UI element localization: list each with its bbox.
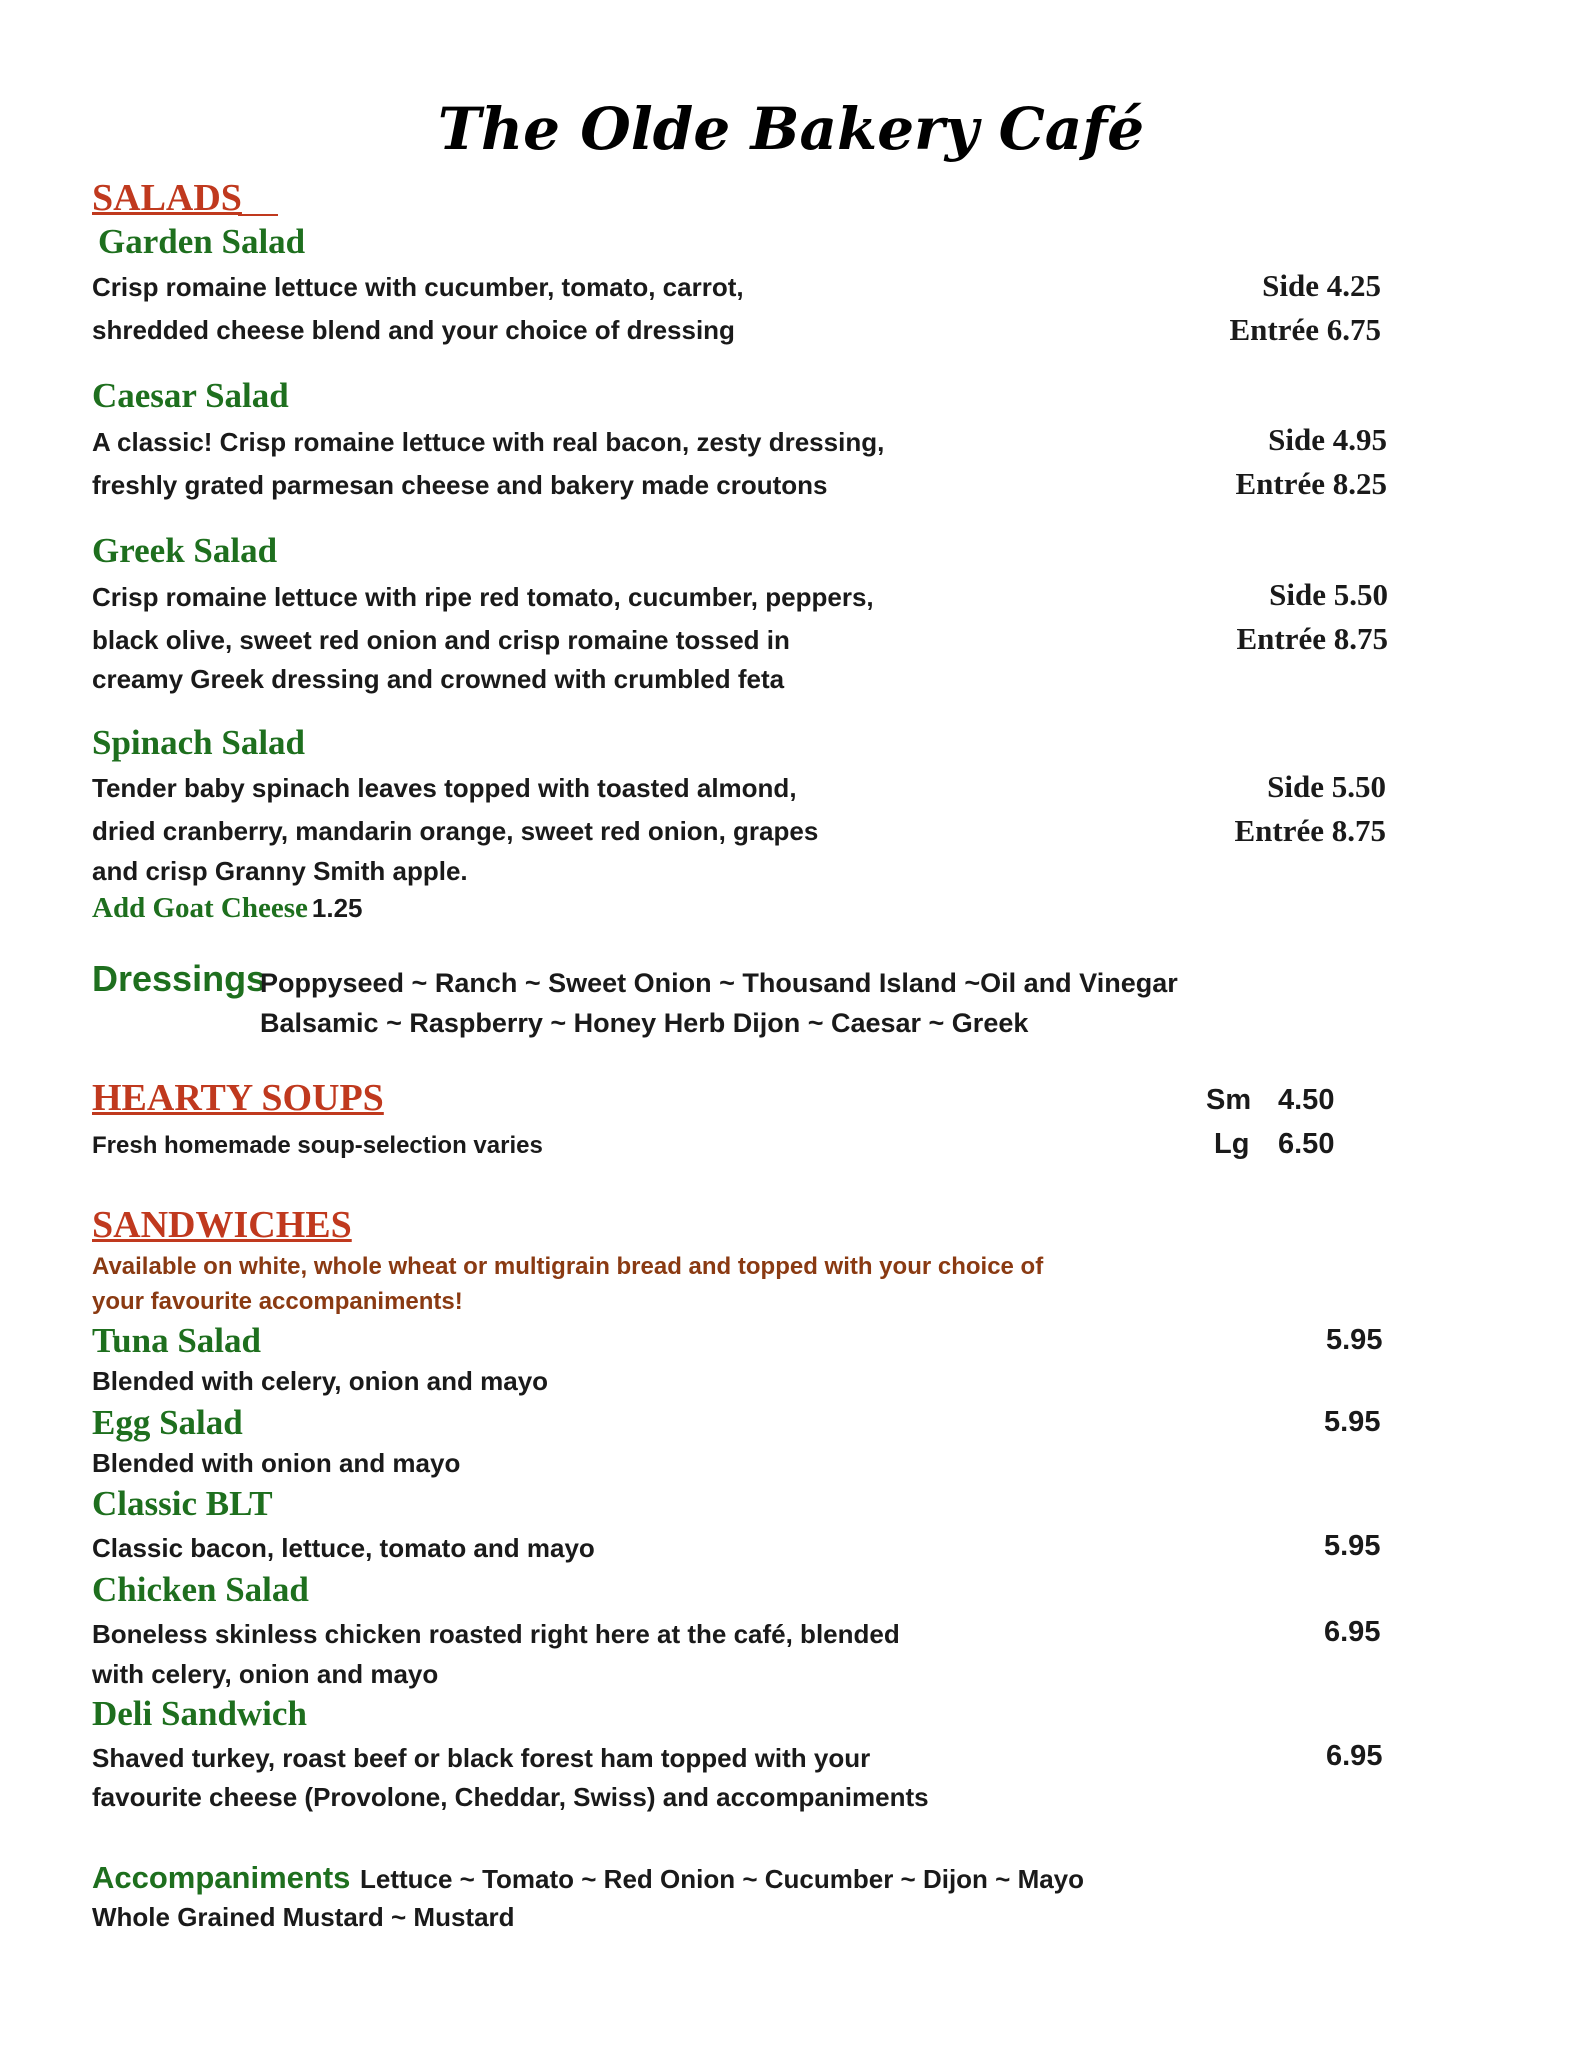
chicken-salad-desc-line: with celery, onion and mayo [92, 1659, 439, 1689]
deli-sandwich-desc-line: Shaved turkey, roast beef or black forest ham topped with your [92, 1743, 871, 1773]
sandwiches-heading: SANDWICHES [92, 1204, 352, 1246]
dressings-label: Dressings [92, 958, 267, 999]
tuna-salad-price: 5.95 [1326, 1324, 1383, 1356]
greek-salad-desc-line: creamy Greek dressing and crowned with crumbled feta [92, 664, 785, 694]
soup-sm-price: 4.50 [1278, 1084, 1335, 1116]
spinach-salad-desc-line: dried cranberry, mandarin orange, sweet red onion, grapes [92, 816, 819, 846]
deli-sandwich-name: Deli Sandwich [92, 1694, 307, 1733]
tuna-salad-desc-line: Blended with celery, onion and mayo [92, 1366, 549, 1396]
caesar-salad-name: Caesar Salad [92, 376, 289, 415]
soup-lg-label: Lg [1214, 1128, 1250, 1160]
spinach-salad-desc-line: Tender baby spinach leaves topped with toasted almond, [92, 773, 797, 803]
caesar-salad-side-price: Side 4.95 [1268, 422, 1387, 457]
page-title: The Olde Bakery Café [437, 95, 1145, 163]
egg-salad-desc-line: Blended with onion and mayo [92, 1448, 461, 1478]
caesar-salad-entree-price: Entrée 8.25 [1235, 466, 1387, 501]
goat-cheese-price: 1.25 [311, 893, 363, 923]
sandwiches-note-line: Available on white, whole wheat or multigrain bread and topped with your choice of [92, 1253, 1044, 1280]
classic-blt-name: Classic BLT [92, 1484, 273, 1523]
garden-salad-name: Garden Salad [98, 222, 306, 261]
garden-salad-entree-price: Entrée 6.75 [1229, 312, 1381, 347]
garden-salad-desc-line: Crisp romaine lettuce with cucumber, tomato, carrot, [92, 272, 744, 302]
egg-salad-name: Egg Salad [92, 1403, 243, 1442]
chicken-salad-name: Chicken Salad [92, 1570, 309, 1609]
deli-sandwich-price: 6.95 [1326, 1740, 1383, 1772]
salads-heading: SALADS [92, 177, 242, 219]
accompaniments-label: Accompaniments [92, 1860, 351, 1895]
soup-lg-price: 6.50 [1278, 1128, 1335, 1160]
soup-sm-label: Sm [1206, 1084, 1252, 1116]
tuna-salad-name: Tuna Salad [92, 1321, 261, 1360]
soups-heading: HEARTY SOUPS [92, 1077, 384, 1119]
spinach-salad-desc-line: and crisp Granny Smith apple. [92, 856, 468, 886]
caesar-salad-desc-line: A classic! Crisp romaine lettuce with real bacon, zesty dressing, [92, 427, 885, 457]
greek-salad-desc-line: Crisp romaine lettuce with ripe red tomato, cucumber, peppers, [92, 582, 874, 612]
spinach-salad-side-price: Side 5.50 [1267, 769, 1386, 804]
sandwiches-note-line: your favourite accompaniments! [92, 1288, 463, 1315]
egg-salad-price: 5.95 [1324, 1406, 1381, 1438]
deli-sandwich-desc-line: favourite cheese (Provolone, Cheddar, Swiss) and accompaniments [92, 1782, 929, 1812]
goat-cheese-addon [92, 892, 363, 925]
classic-blt-price: 5.95 [1324, 1530, 1381, 1562]
accompaniments-list-line: Whole Grained Mustard ~ Mustard [92, 1902, 515, 1932]
greek-salad-name: Greek Salad [92, 531, 278, 570]
caesar-salad-desc-line: freshly grated parmesan cheese and bakery made croutons [92, 470, 828, 500]
greek-salad-desc-line: black olive, sweet red onion and crisp romaine tossed in [92, 625, 790, 655]
chicken-salad-price: 6.95 [1324, 1616, 1381, 1648]
dressings-list-line: Balsamic ~ Raspberry ~ Honey Herb Dijon ~ Caesar ~ Greek [260, 1008, 1029, 1038]
accompaniments-list-line: Lettuce ~ Tomato ~ Red Onion ~ Cucumber ~ Dijon ~ Mayo [360, 1864, 1085, 1894]
dressings-list-line: Poppyseed ~ Ranch ~ Sweet Onion ~ Thousand Island ~Oil and Vinegar [260, 968, 1178, 998]
spinach-salad-entree-price: Entrée 8.75 [1234, 813, 1386, 848]
goat-cheese-label: Add Goat Cheese [92, 892, 308, 924]
salads-heading-underline [238, 214, 278, 216]
greek-salad-side-price: Side 5.50 [1269, 577, 1388, 612]
classic-blt-desc-line: Classic bacon, lettuce, tomato and mayo [92, 1533, 595, 1563]
garden-salad-desc-line: shredded cheese blend and your choice of dressing [92, 315, 735, 345]
soups-desc: Fresh homemade soup-selection varies [92, 1132, 543, 1159]
garden-salad-side-price: Side 4.25 [1262, 268, 1381, 303]
chicken-salad-desc-line: Boneless skinless chicken roasted right here at the café, blended [92, 1619, 900, 1649]
greek-salad-entree-price: Entrée 8.75 [1236, 621, 1388, 656]
spinach-salad-name: Spinach Salad [92, 723, 306, 762]
